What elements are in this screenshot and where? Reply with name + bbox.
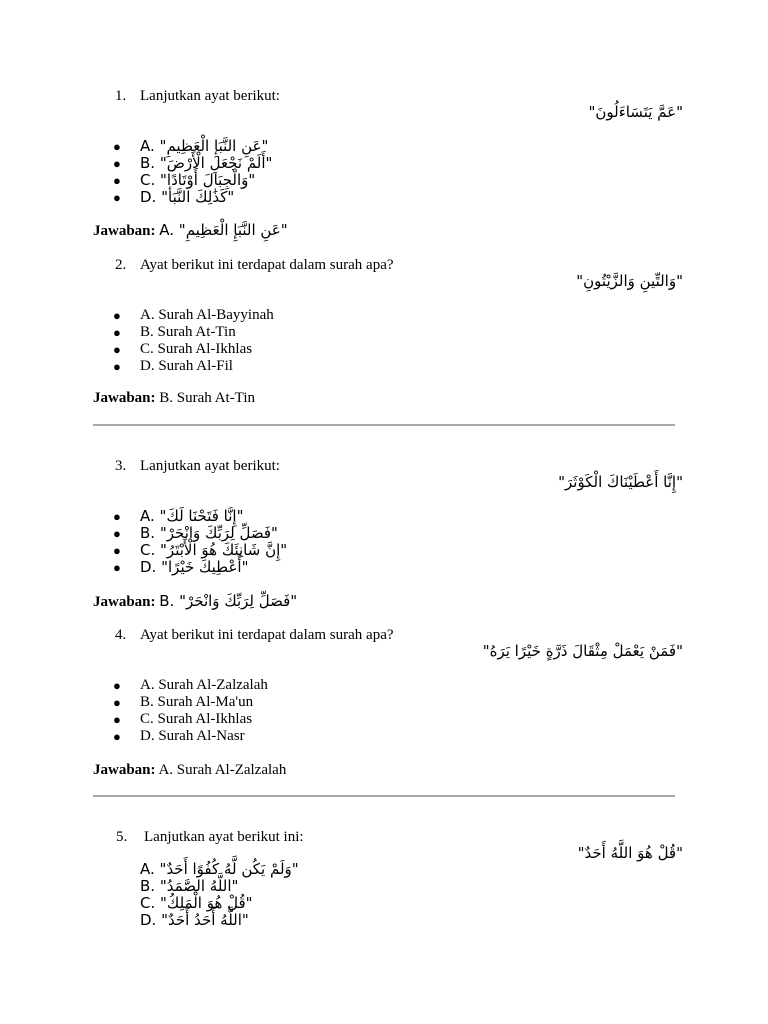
arabic-verse: "قُلْ هُوَ اللَّهُ أَحَدٌ" (577, 844, 683, 862)
question-number: 4. (115, 627, 127, 643)
option-a: A. "وَلَمْ يَكُن لَّهُ كُفُوًا أَحَدٌ" (140, 860, 299, 878)
option-d: ● D. Surah Al-Nasr (113, 728, 245, 744)
arabic-verse: "عَمَّ يَتَسَاءَلُونَ" (588, 103, 683, 121)
answer-label: Jawaban: (93, 223, 156, 239)
bullet-icon: ● (113, 678, 121, 693)
option-c: ● C. "إِنَّ شَانِئَكَ هُوَ الْأَبْتَرُ" (113, 541, 288, 559)
question-prompt: Ayat berikut ini terdapat dalam surah apa? (140, 257, 394, 273)
option-d: ● D. "أَعْطِيكَ خَيْرًا" (113, 558, 249, 576)
bullet-icon: ● (113, 560, 121, 575)
question-prompt: Ayat berikut ini terdapat dalam surah apa? (140, 627, 394, 643)
option-list (93, 508, 683, 576)
option-list (93, 138, 683, 206)
question-prompt: Lanjutkan ayat berikut ini: (144, 829, 304, 845)
option-lines (93, 861, 683, 929)
question-3 (93, 458, 683, 576)
question-number: 1. (115, 88, 127, 104)
option-d: D. "اللَّهُ أَحَدُ أَحَدٌ" (140, 911, 249, 929)
answer-1 (93, 222, 288, 240)
question-5 (93, 829, 683, 929)
option-d: ● D. Surah Al-Fil (113, 358, 233, 374)
question-number: 3. (115, 458, 127, 474)
option-a: ● A. Surah Al-Bayyinah (113, 307, 274, 323)
answer-text: B. Surah At-Tin (159, 390, 255, 406)
question-number: 5. (116, 829, 128, 845)
bullet-icon: ● (113, 359, 121, 374)
bullet-icon: ● (113, 342, 121, 357)
bullet-icon: ● (113, 190, 121, 205)
arabic-verse: "فَمَنْ يَعْمَلْ مِثْقَالَ ذَرَّةٍ خَيْرًا يَرَهُ" (482, 642, 683, 660)
answer-4 (93, 762, 286, 779)
answer-text: A. Surah Al-Zalzalah (158, 762, 287, 778)
divider (93, 424, 675, 426)
answer-label: Jawaban: (93, 594, 156, 610)
bullet-icon: ● (113, 543, 121, 558)
question-prompt: Lanjutkan ayat berikut: (140, 88, 280, 104)
bullet-icon: ● (113, 325, 121, 340)
answer-2 (93, 390, 255, 407)
bullet-icon: ● (113, 526, 121, 541)
option-b: ● B. "فَصَلِّ لِرَبِّكَ وَانْحَرْ" (113, 524, 278, 542)
arabic-verse: "إِنَّا أَعْطَيْنَاكَ الْكَوْثَرَ" (558, 473, 683, 491)
question-1 (93, 88, 683, 206)
answer-text: A. "عَنِ النَّبَإِ الْعَظِيمِ" (159, 221, 288, 239)
option-b: ● B. Surah At-Tin (113, 324, 236, 340)
option-list (93, 677, 683, 745)
bullet-icon: ● (113, 139, 121, 154)
option-c: ● C. "وَالْجِبَالَ أَوْتَادًا" (113, 171, 256, 189)
answer-3 (93, 593, 297, 611)
question-4 (93, 627, 683, 745)
bullet-icon: ● (113, 695, 121, 710)
option-list (93, 307, 683, 375)
divider (93, 795, 675, 797)
option-d: ● D. "كَذَٰلِكَ النَّبَأ" (113, 188, 235, 206)
question-number: 2. (115, 257, 127, 273)
arabic-verse: "وَالتِّينِ وَالزَّيْتُونِ" (576, 272, 683, 290)
option-b: ● B. Surah Al-Ma'un (113, 694, 254, 710)
bullet-icon: ● (113, 509, 121, 524)
option-b: ● B. "أَلَمْ نَجْعَلِ الْأَرْضَ" (113, 154, 273, 172)
option-c: ● C. Surah Al-Ikhlas (113, 341, 253, 357)
question-2 (93, 257, 683, 375)
bullet-icon: ● (113, 729, 121, 744)
option-c: C. "قُلْ هُوَ الْمَلِكُ" (140, 894, 253, 912)
option-a: ● A. "عَنِ النَّبَإِ الْعَظِيمِ" (113, 137, 269, 155)
answer-text: B. "فَصَلِّ لِرَبِّكَ وَانْحَرْ" (159, 592, 298, 610)
answer-label: Jawaban: (93, 762, 156, 778)
answer-label: Jawaban: (93, 390, 156, 406)
bullet-icon: ● (113, 173, 121, 188)
option-a: ● A. "إِنَّا فَتَحْنَا لَكَ" (113, 507, 244, 525)
option-c: ● C. Surah Al-Ikhlas (113, 711, 253, 727)
option-b: B. "اللَّهُ الصَّمَدُ" (140, 877, 239, 895)
bullet-icon: ● (113, 712, 121, 727)
question-prompt: Lanjutkan ayat berikut: (140, 458, 280, 474)
option-a: ● A. Surah Al-Zalzalah (113, 677, 268, 693)
bullet-icon: ● (113, 308, 121, 323)
bullet-icon: ● (113, 156, 121, 171)
